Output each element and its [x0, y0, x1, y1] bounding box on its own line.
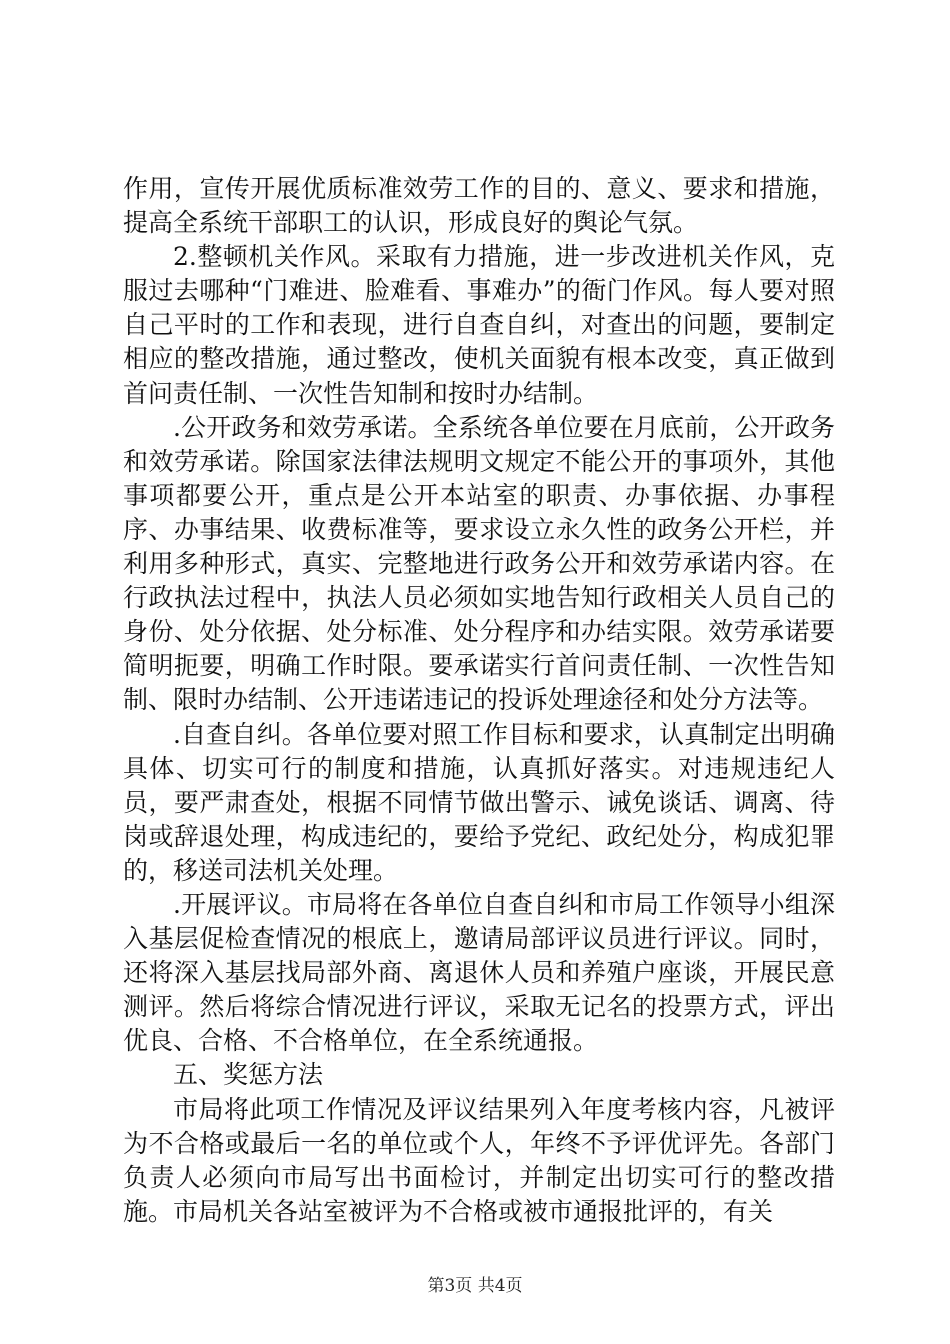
paragraph-self-inspection: .自查自纠。各单位要对照工作目标和要求，认真制定出明确具体、切实可行的制度和措施，认真抓好落实。对违规违纪人员，要严肃查处，根据不同情节做出警示、诫免谈话、调离、待岗或辞退处理，构成违纪的，要给予党纪、政纪处分，构成犯罪的，移送司法机关处理。 [123, 719, 835, 885]
paragraph-evaluation: .开展评议。市局将在各单位自查自纠和市局工作领导小组深入基层促检查情况的根底上，邀请局部评议员进行评议。同时，还将深入基层找局部外商、离退休人员和养殖户座谈，开展民意测评。然后将综合情况进行评议，采取无记名的投票方式，评出优良、合格、不合格单位，在全系统通报。 [123, 889, 835, 1056]
paragraph-rewards-method: 市局将此项工作情况及评议结果列入年度考核内容，凡被评为不合格或最后一名的单位或个人，年终不予评优评先。各部门负责人必须向市局写出书面检讨，并制定出切实可行的整改措施。市局机关各站室被评为不合格或被市通报批评的，有关 [123, 1094, 835, 1226]
paragraph-publicity-continued: 作用，宣传开展优质标准效劳工作的目的、意义、要求和措施，提高全系统干部职工的认识，形成良好的舆论气氛。 [123, 174, 835, 238]
document-body [123, 172, 835, 1229]
section-heading-rewards: 五、奖惩方法 [173, 1060, 324, 1090]
paragraph-open-affairs: .公开政务和效劳承诺。全系统各单位要在月底前，公开政务和效劳承诺。除国家法律法规明文规定不能公开的事项外，其他事项都要公开，重点是公开本站室的职责、办事依据、办事程序、办事结果、收费标准等，要求设立永久性的政务公开栏，并利用多种形式，真实、完整地进行政务公开和效劳承诺内容。在行政执法过程中，执法人员必须如实地告知行政相关人员自己的身份、处分依据、处分标准、处分程序和办结实限。效劳承诺要简明扼要，明确工作时限。要承诺实行首问责任制、一次性告知制、限时办结制、公开违诺违记的投诉处理途径和处分方法等。 [123, 412, 835, 715]
paragraph-rectify-style: 2.整顿机关作风。采取有力措施，进一步改进机关作风，克服过去哪种“门难进、脸难看、事难办”的衙门作风。每人要对照自己平时的工作和表现，进行自查自纠，对查出的问题，要制定相应的整改措施，通过整改，使机关面貌有根本改变，真正做到首问责任制、一次性告知制和按时办结制。 [123, 242, 835, 408]
page-number-footer: 第3页 共4页 [427, 1276, 523, 1296]
